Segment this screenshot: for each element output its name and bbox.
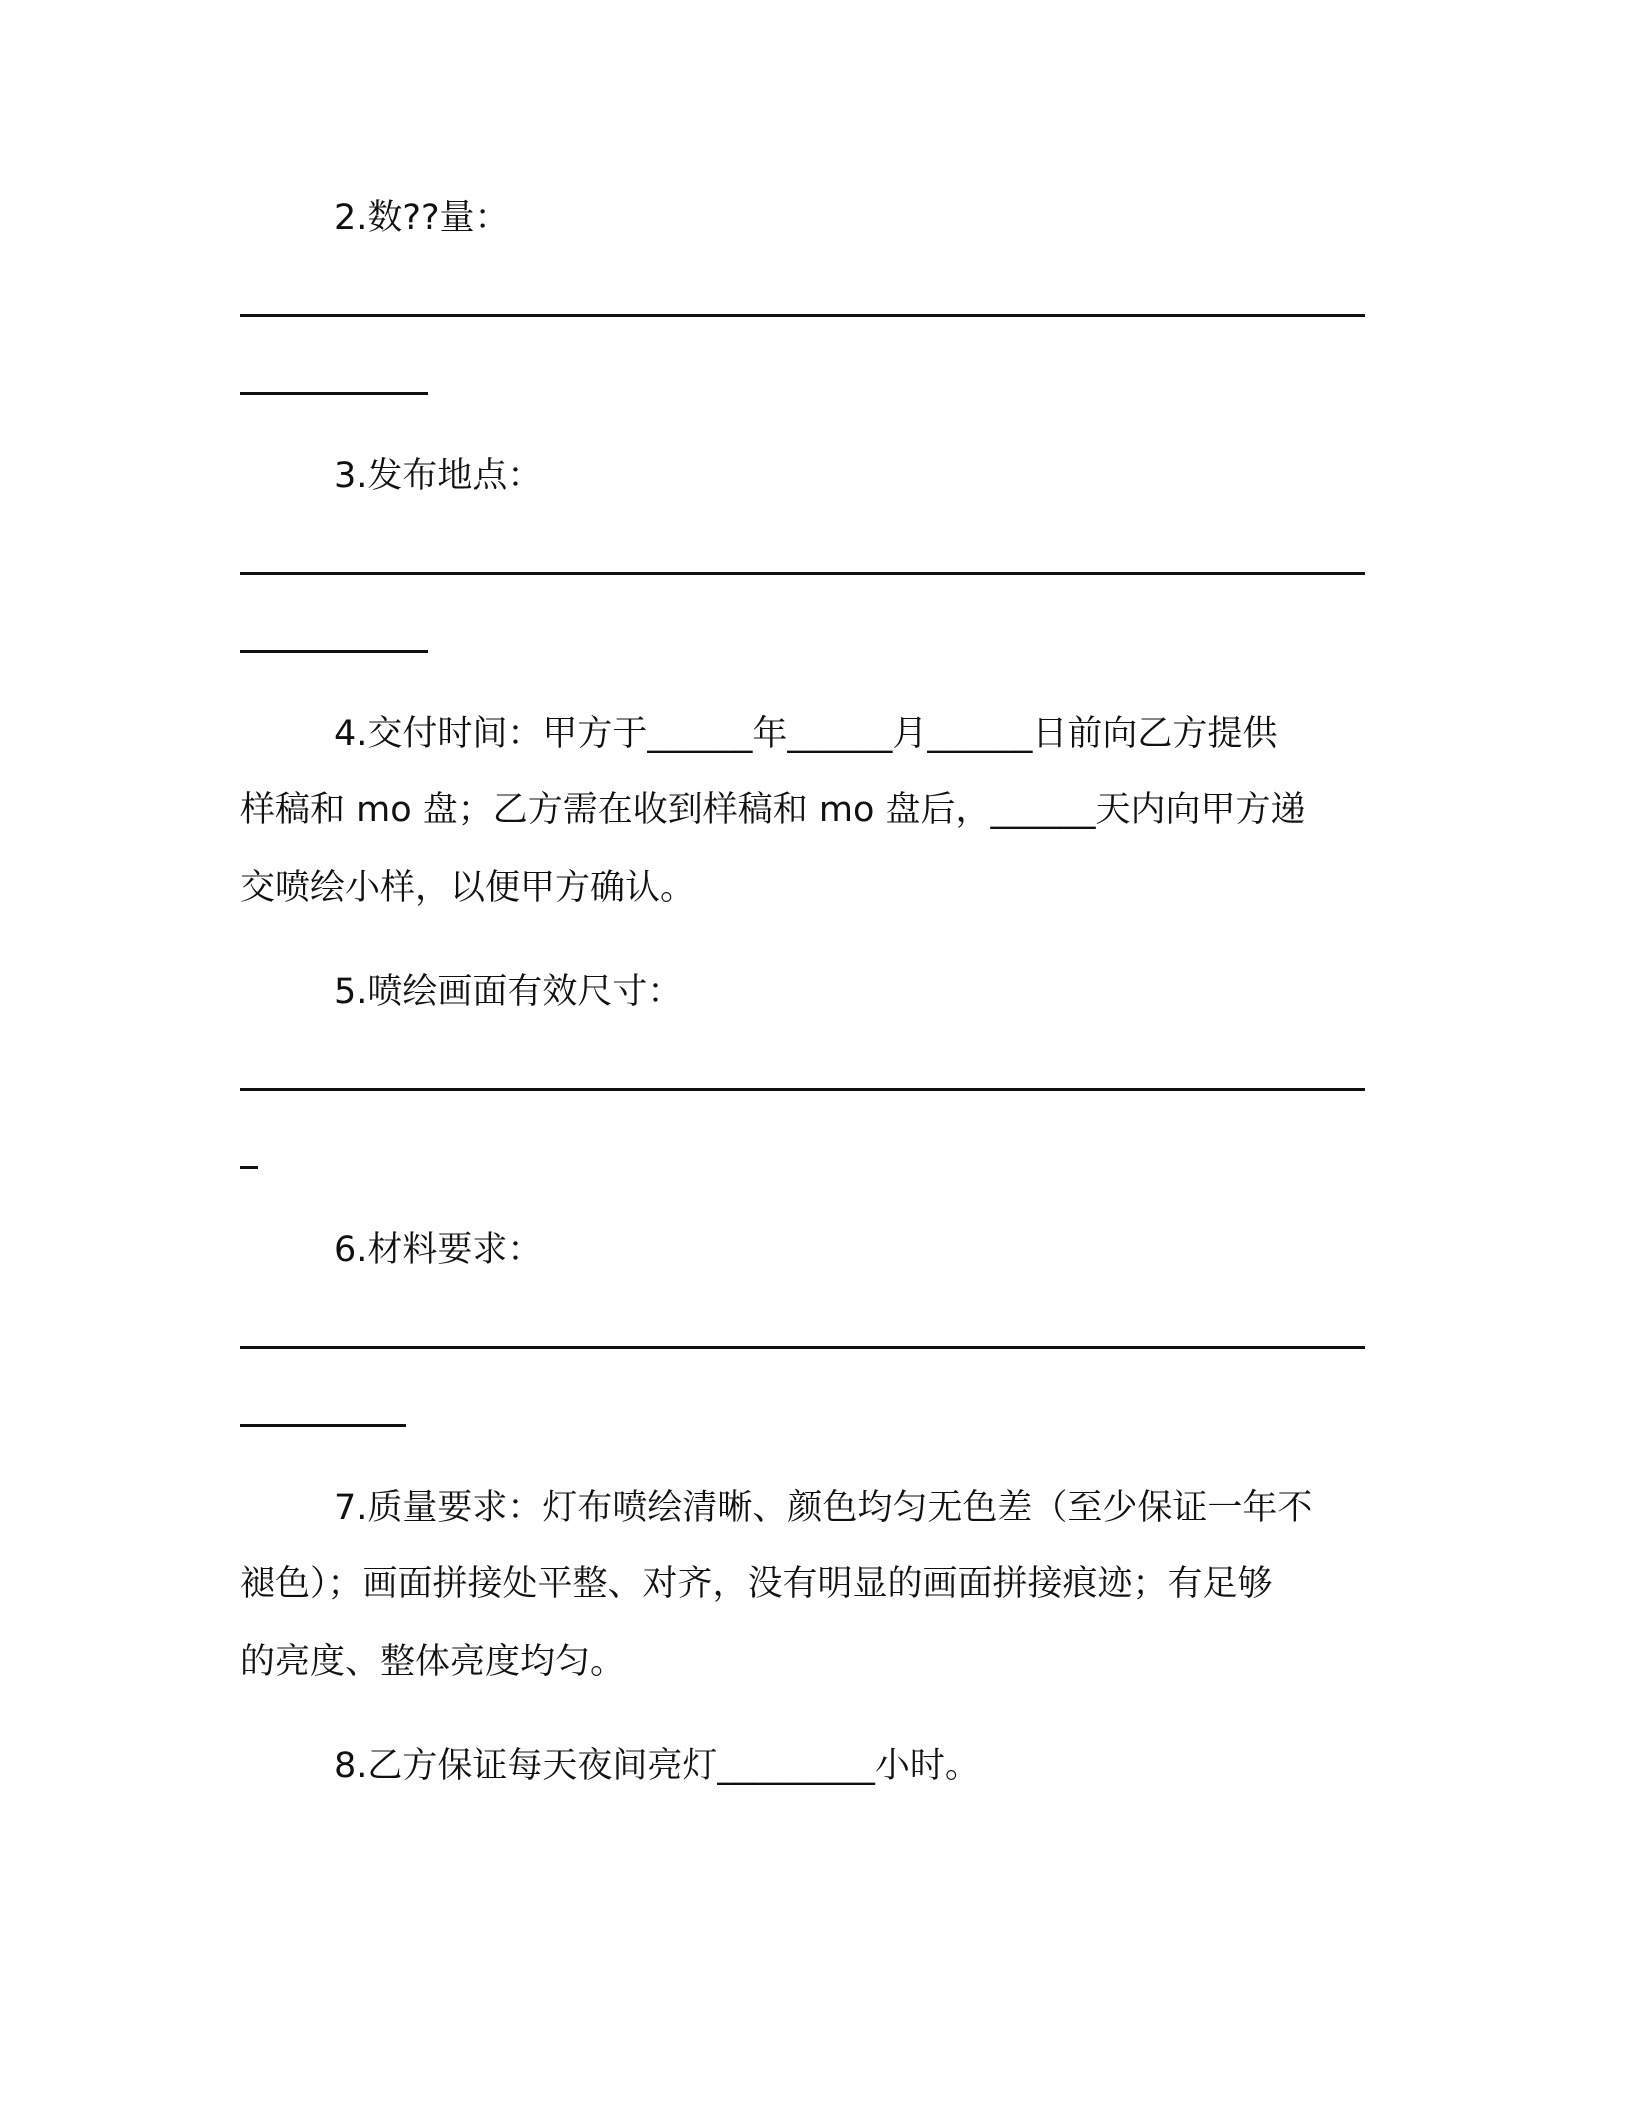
item-7-line-3: 的亮度、整体亮度均匀。: [240, 1642, 626, 1682]
item-3-label: 3.发布地点：: [334, 456, 543, 496]
item-8-label: 8.乙方保证每天夜间亮灯_________小时。: [334, 1746, 980, 1786]
item-4-line-3: 交喷绘小样，以便甲方确认。: [240, 868, 696, 908]
item-6-blank-line-1: [240, 1346, 1365, 1349]
item-4-line-1: 4.交付时间：甲方于______年______月______日前向乙方提供: [334, 714, 1278, 754]
item-3-blank-line-2: [240, 650, 428, 653]
item-7-line-2: 褪色）；画面拼接处平整、对齐，没有明显的画面拼接痕迹；有足够: [240, 1564, 1273, 1604]
item-5-blank-line-1: [240, 1088, 1365, 1091]
item-6-blank-line-2: [240, 1424, 406, 1427]
item-2-blank-line-1: [240, 314, 1365, 317]
item-6-label: 6.材料要求：: [334, 1230, 543, 1270]
item-5-blank-line-2: [240, 1166, 258, 1169]
item-7-line-1: 7.质量要求：灯布喷绘清晰、颜色均匀无色差（至少保证一年不: [334, 1488, 1313, 1528]
item-5-label: 5.喷绘画面有效尺寸：: [334, 972, 683, 1012]
item-3-blank-line-1: [240, 572, 1365, 575]
item-4-line-2: 样稿和 mo 盘；乙方需在收到样稿和 mo 盘后，______天内向甲方递: [240, 790, 1306, 830]
item-2-label: 2.数??量：: [334, 198, 510, 238]
item-2-blank-line-2: [240, 392, 428, 395]
